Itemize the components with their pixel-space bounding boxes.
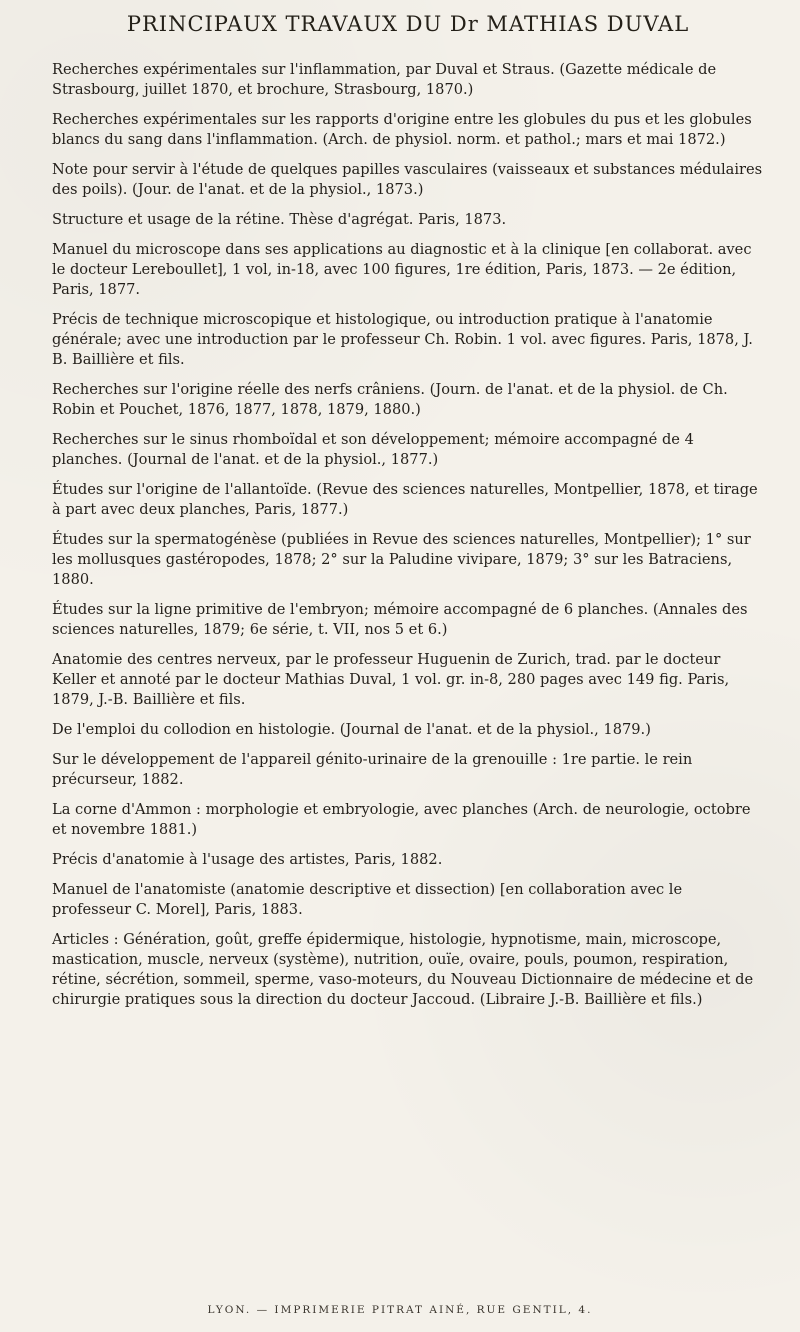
- document-heading: PRINCIPAUX TRAVAUX DU Dr MATHIAS DUVAL: [126, 12, 690, 36]
- entry-item: [52, 480, 764, 520]
- entry-item: [52, 60, 764, 100]
- entry-text: Études sur la spermatogénèse (publiées in Revue des sciences naturelles, Montpellier); 1° sur les mollusques gastéropodes, 1878; 2° sur la Paludine vivipare, 1879; 3° sur les Batraciens, 1880.: [52, 531, 751, 588]
- entry-item: [52, 240, 764, 300]
- entry-item: [52, 880, 764, 920]
- entry-text: Études sur la ligne primitive de l'embryon; mémoire accompagné de 6 planches. (Annales des sciences naturelles, 1879; 6e série, t. VII, nos 5 et 6.): [52, 601, 748, 638]
- entry-text: Articles : Génération, goût, greffe épidermique, histologie, hypnotisme, main, microscope, mastication, muscle, nerveux (système), nutrition, ouïe, ovaire, pouls, poumon, respiration, rétine, sécrétion, sommeil, sperme, vaso-moteurs, du Nouveau Dictionnaire de médecine et de chirurgie pratiques sous la direction du docteur Jaccoud. (Libraire J.-B. Baillière et fils.): [52, 931, 754, 1008]
- entry-item: [52, 430, 764, 470]
- entry-text: Anatomie des centres nerveux, par le professeur Huguenin de Zurich, trad. par le docteur Keller et annoté par le docteur Mathias Duval, 1 vol. gr. in-8, 280 pages avec 149 fig. Paris, 1879, J.-B. Baillière et fils.: [52, 651, 730, 708]
- entry-text: Études sur l'origine de l'allantoïde. (Revue des sciences naturelles, Montpellier, 1878, et tirage à part avec deux planches, Paris, 1877.): [52, 481, 758, 518]
- entry-item: [52, 720, 764, 740]
- entry-item: [52, 750, 764, 790]
- entry-item: [52, 800, 764, 840]
- entry-item: [52, 600, 764, 640]
- entry-text: Manuel de l'anatomiste (anatomie descriptive et dissection) [en collaboration avec le professeur C. Morel], Paris, 1883.: [52, 881, 683, 918]
- entries-list: [52, 60, 764, 1010]
- entry-text: Note pour servir à l'étude de quelques papilles vasculaires (vaisseaux et substances médulaires des poils). (Jour. de l'anat. et de la physiol., 1873.): [52, 161, 763, 198]
- entry-item: [52, 530, 764, 590]
- entry-text: La corne d'Ammon : morphologie et embryologie, avec planches (Arch. de neurologie, octobre et novembre 1881.): [52, 801, 751, 838]
- entry-text: Précis de technique microscopique et histologique, ou introduction pratique à l'anatomie générale; avec une introduction par le professeur Ch. Robin. 1 vol. avec figures. Paris, 1878, J. B. Baillière et fils.: [52, 311, 753, 368]
- entry-text: Sur le développement de l'appareil génito-urinaire de la grenouille : 1re partie. le rein précurseur, 1882.: [52, 751, 693, 788]
- entry-text: Recherches expérimentales sur l'inflammation, par Duval et Straus. (Gazette médicale de Strasbourg, juillet 1870, et brochure, Strasbourg, 1870.): [52, 61, 717, 98]
- entry-text: Recherches sur le sinus rhomboïdal et son développement; mémoire accompagné de 4 planches. (Journal de l'anat. et de la physiol., 1877.): [52, 431, 694, 468]
- entry-text: Manuel du microscope dans ses applications au diagnostic et à la clinique [en collaborat. avec le docteur Lereboullet], 1 vol, in-18, avec 100 figures, 1re édition, Paris, 1873. — 2e édition, Paris, 1877.: [52, 241, 752, 298]
- entry-text: Structure et usage de la rétine. Thèse d'agrégat. Paris, 1873.: [52, 211, 507, 228]
- entry-text: De l'emploi du collodion en histologie. (Journal de l'anat. et de la physiol., 1879.): [52, 721, 651, 738]
- entry-text: Recherches expérimentales sur les rapports d'origine entre les globules du pus et les globules blancs du sang dans l'inflammation. (Arch. de physiol. norm. et pathol.; mars et mai 1872.): [52, 111, 752, 148]
- entry-item: [52, 110, 764, 150]
- entry-item: [52, 160, 764, 200]
- entry-text: Recherches sur l'origine réelle des nerfs crâniens. (Journ. de l'anat. et de la physiol. de Ch. Robin et Pouchet, 1876, 1877, 1878, 1879, 1880.): [52, 381, 728, 418]
- entry-item: [52, 310, 764, 370]
- entry-item: [52, 210, 764, 230]
- entry-item: [52, 850, 764, 870]
- entry-text: Précis d'anatomie à l'usage des artistes, Paris, 1882.: [52, 851, 443, 868]
- entry-item: [52, 650, 764, 710]
- entry-item: [52, 380, 764, 420]
- printer-imprint: LYON. — IMPRIMERIE PITRAT AINÉ, RUE GENTIL, 4.: [207, 1304, 593, 1316]
- entry-item: [52, 930, 764, 1010]
